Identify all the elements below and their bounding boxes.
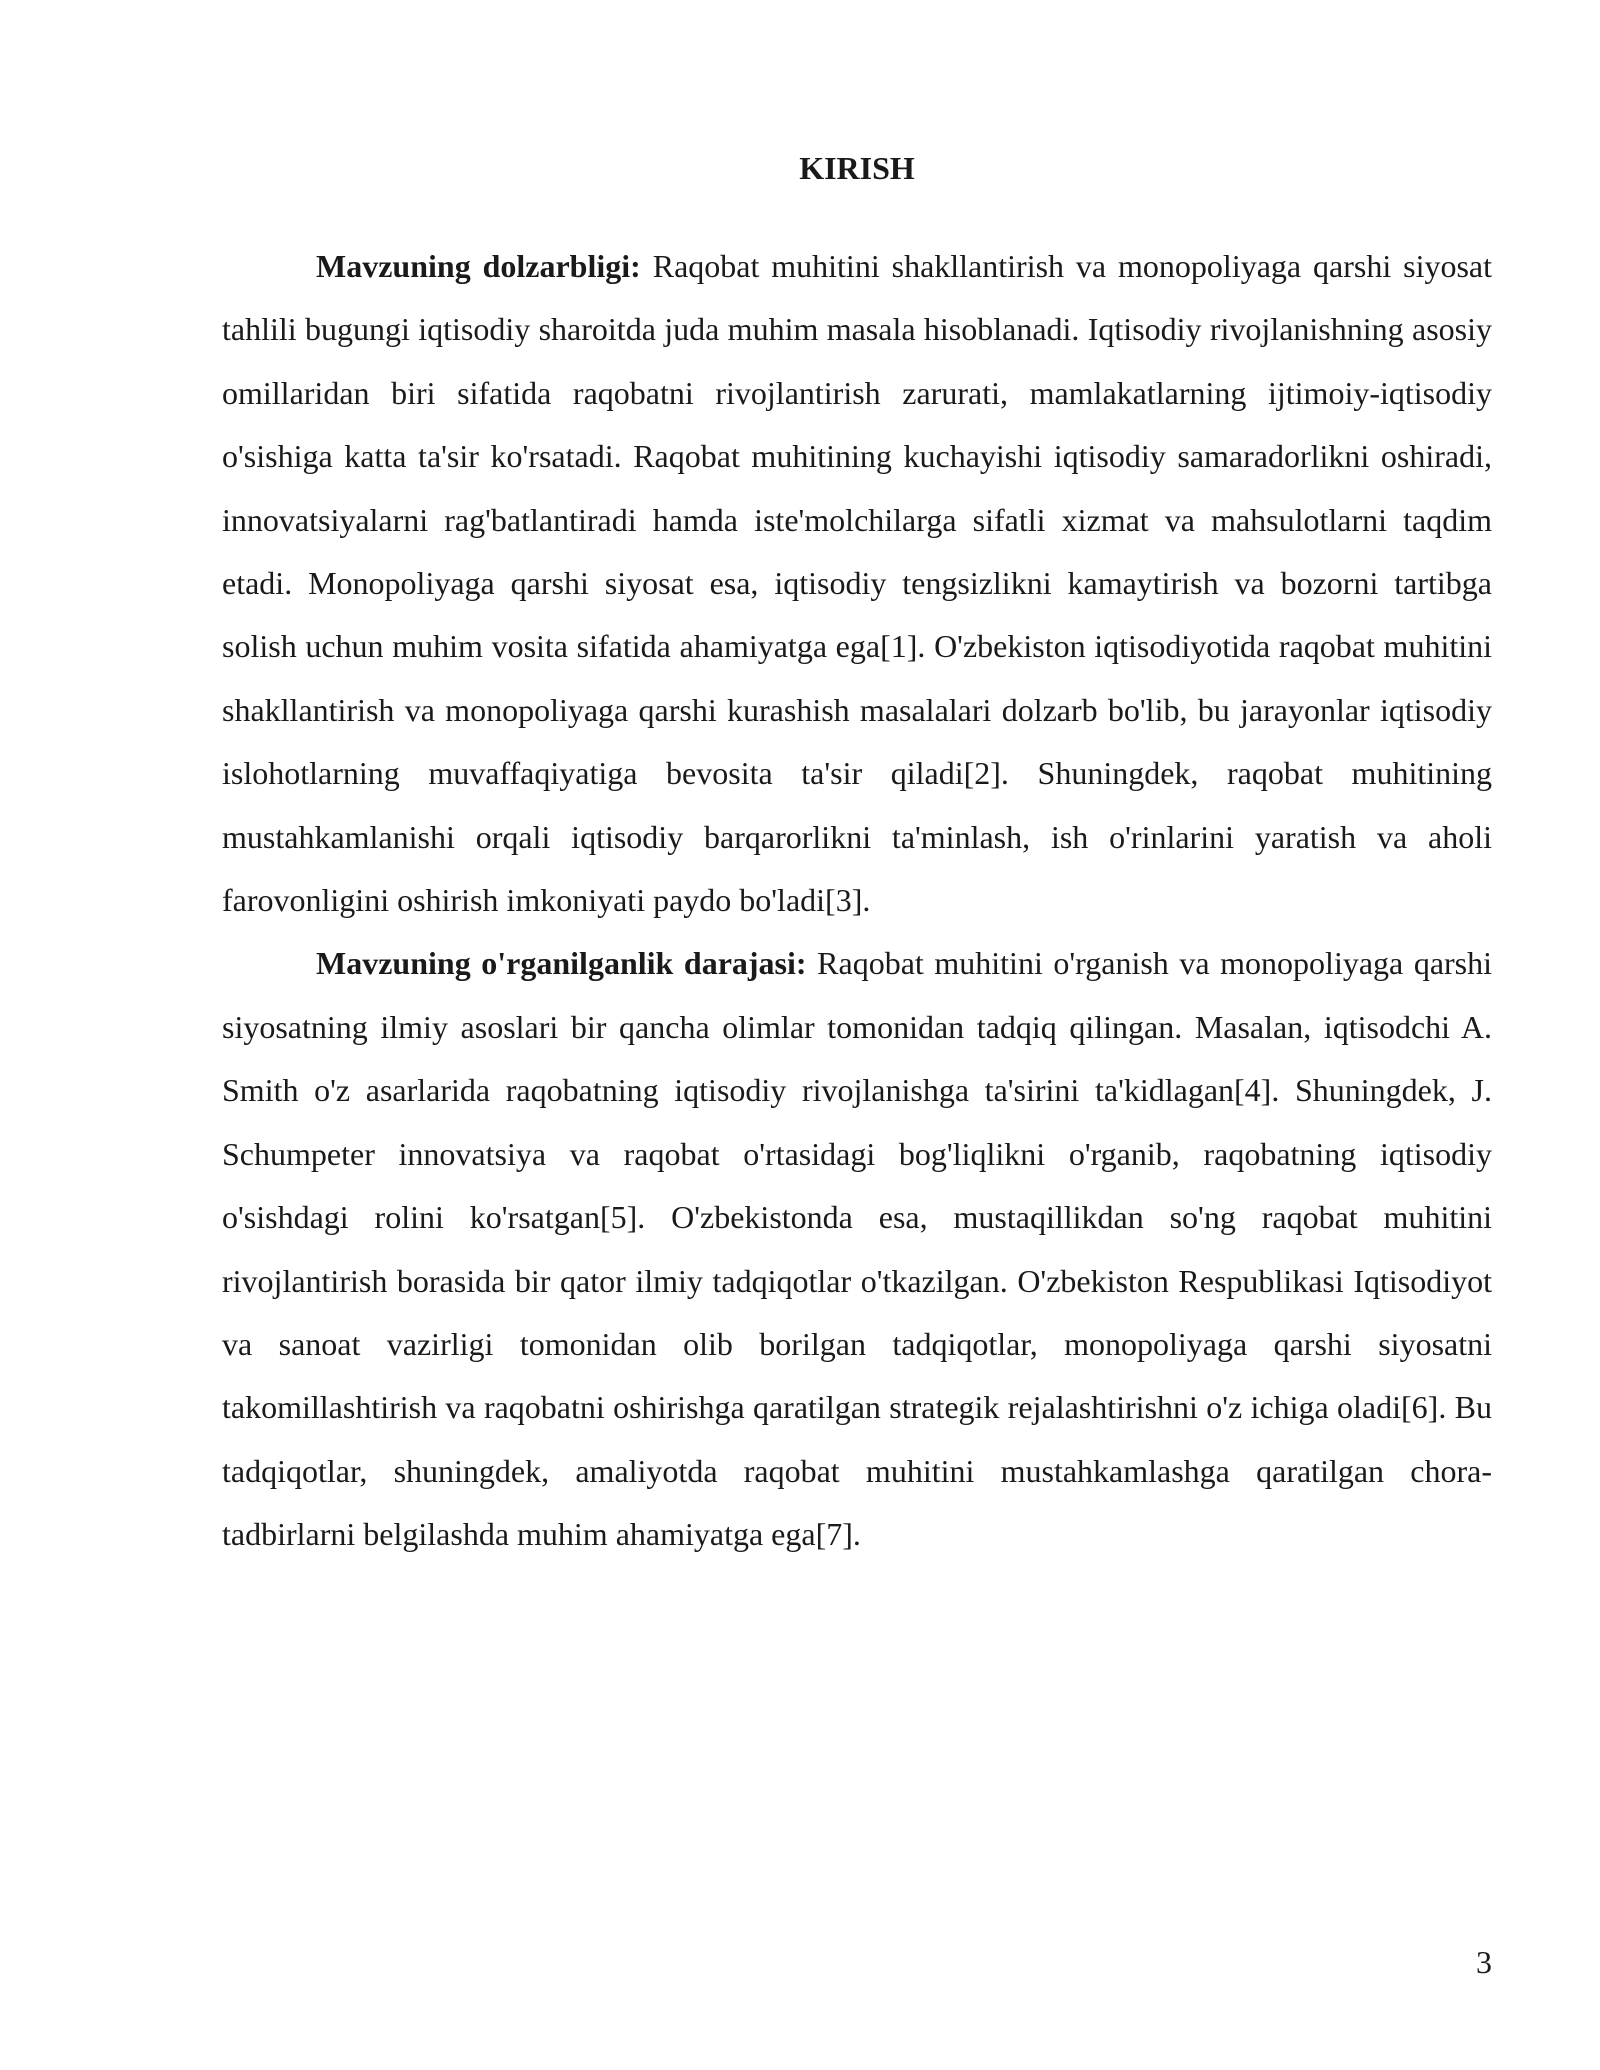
document-body: [222, 235, 1492, 1567]
page-title: KIRISH: [799, 150, 915, 186]
paragraph-text: Raqobat muhitini o'rganish va monopoliyaga qarshi siyosatning ilmiy asoslari bir qancha olimlar tomonidan tadqiq qilingan. Masalan, iqtisodchi A. Smith o'z asarlarida raqobatning iqtisodiy rivojlanishga ta'sirini ta'kidlagan[4]. Shuningdek, J. Schumpeter innovatsiya va raqobat o'rtasidagi bog'liqlikni o'rganib, raqobatning iqtisodiy o'sishdagi rolini ko'rsatgan[5]. O'zbekistonda esa, mustaqillikdan so'ng raqobat muhitini rivojlantirish borasida bir qator ilmiy tadqiqotlar o'tkazilgan. O'zbekiston Respublikasi Iqtisodiyot va sanoat vazirligi tomonidan olib borilgan tadqiqotlar, monopoliyaga qarshi siyosatni takomillashtirish va raqobatni oshirishga qaratilgan strategik rejalashtirishni o'z ichiga oladi[6]. Bu tadqiqotlar, shuningdek, amaliyotda raqobat muhitini mustahkamlashga qaratilgan chora-tadbirlarni belgilashda muhim ahamiyatga ega[7].: [222, 945, 1493, 1553]
paragraph-text: Raqobat muhitini shakllantirish va monopoliyaga qarshi siyosat tahlili bugungi iqtisodiy sharoitda juda muhim masala hisoblanadi. Iqtisodiy rivojlanishning asosiy omillaridan biri sifatida raqobatni rivojlantirish zarurati, mamlakatlarning ijtimoiy-iqtisodiy o'sishiga katta ta'sir ko'rsatadi. Raqobat muhitining kuchayishi iqtisodiy samaradorlikni oshiradi, innovatsiyalarni rag'batlantiradi hamda iste'molchilarga sifatli xizmat va mahsulotlarni taqdim etadi. Monopoliyaga qarshi siyosat esa, iqtisodiy tengsizlikni kamaytirish va bozorni tartibga solish uchun muhim vosita sifatida ahamiyatga ega[1]. O'zbekiston iqtisodiyotida raqobat muhitini shakllantirish va monopoliyaga qarshi kurashish masalalari dolzarb bo'lib, bu jarayonlar iqtisodiy islohotlarning muvaffaqiyatiga bevosita ta'sir qiladi[2]. Shuningdek, raqobat muhitining mustahkamlanishi orqali iqtisodiy barqarorlikni ta'minlash, ish o'rinlarini yaratish va aholi farovonligini oshirish imkoniyati paydo bo'ladi[3].: [222, 248, 1493, 919]
paragraph-relevance: [222, 235, 1492, 932]
paragraph-study-level: [222, 932, 1492, 1566]
paragraph-heading: Mavzuning o'rganilganlik darajasi:: [316, 945, 807, 982]
page-number: 3: [1476, 1944, 1492, 1980]
paragraph-heading: Mavzuning dolzarbligi:: [316, 248, 641, 284]
